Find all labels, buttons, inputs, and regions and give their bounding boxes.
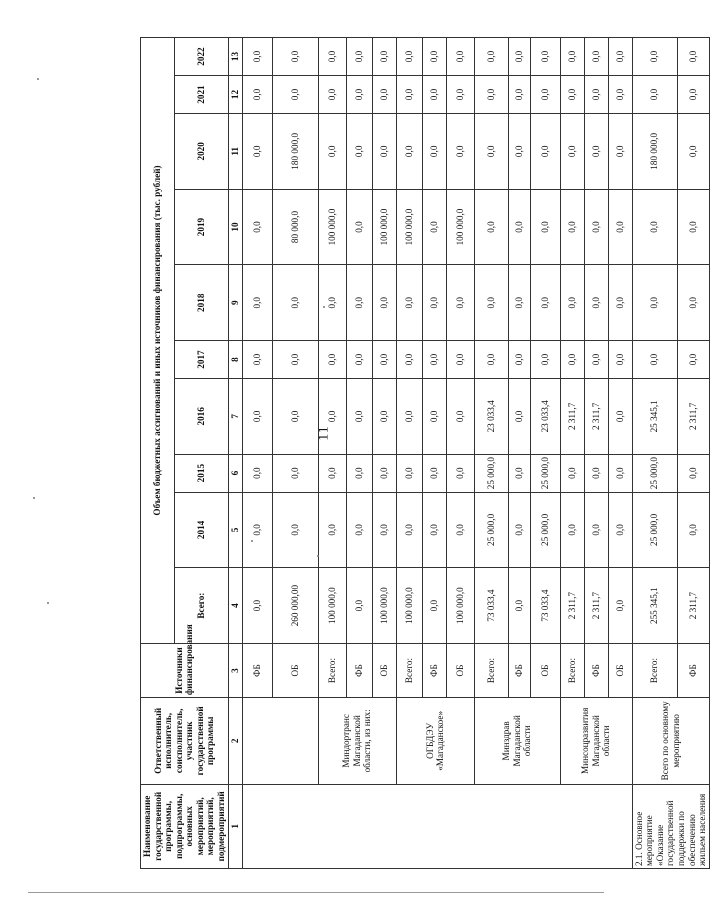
- header-col3: Источники финансирования: [141, 643, 229, 697]
- year-value-2014: 25 000,0: [474, 492, 508, 568]
- year-value-2020: 0,0: [508, 113, 530, 189]
- funding-source: Всего:: [632, 643, 677, 697]
- year-value-2014: 0,0: [446, 492, 474, 568]
- header-year-2018: 2018: [175, 265, 229, 341]
- year-value-2018: 0,0: [632, 265, 677, 341]
- header-funding-group: Объем бюджетных ассигнований и иных источников финансирования (тыс. рублей): [141, 38, 175, 644]
- year-value-2019: 80 000,0: [272, 189, 318, 265]
- total-value: 100 000,0: [318, 568, 346, 644]
- total-value: 0,0: [346, 568, 372, 644]
- year-value-2014: 0,0: [346, 492, 372, 568]
- year-value-2015: 25 000,0: [632, 454, 677, 492]
- year-value-2014: 0,0: [422, 492, 446, 568]
- year-value-2022: 0,0: [396, 38, 422, 76]
- year-value-2015: 0,0: [272, 454, 318, 492]
- year-value-2017: 0,0: [346, 341, 372, 379]
- scan-speck: [251, 540, 253, 542]
- table-row: [560, 38, 584, 869]
- year-value-2016: 25 345,1: [632, 378, 677, 454]
- year-value-2018: 0,0: [318, 265, 346, 341]
- year-value-2022: 0,0: [560, 38, 584, 76]
- column-number: 10: [228, 189, 242, 265]
- header-year-2017: 2017: [175, 341, 229, 379]
- year-value-2017: 0,0: [632, 341, 677, 379]
- funding-table: [140, 37, 710, 869]
- funding-source: ФБ: [242, 643, 272, 697]
- total-value: 100 000,0: [446, 568, 474, 644]
- column-number: 13: [228, 38, 242, 76]
- year-value-2022: 0,0: [422, 38, 446, 76]
- table-row: [474, 38, 508, 869]
- year-value-2015: 0,0: [318, 454, 346, 492]
- year-value-2019: 0,0: [474, 189, 508, 265]
- year-value-2016: 23 033,4: [530, 378, 560, 454]
- column-number: 6: [228, 454, 242, 492]
- year-value-2019: 100 000,0: [446, 189, 474, 265]
- funding-source: ОБ: [608, 643, 632, 697]
- year-value-2016: 0,0: [346, 378, 372, 454]
- year-value-2020: 0,0: [677, 113, 709, 189]
- page-number: 11: [316, 425, 332, 441]
- year-value-2022: 0,0: [530, 38, 560, 76]
- year-value-2017: 0,0: [422, 341, 446, 379]
- year-value-2016: 0,0: [422, 378, 446, 454]
- year-value-2020: 0,0: [396, 113, 422, 189]
- year-value-2017: 0,0: [318, 341, 346, 379]
- year-value-2021: 0,0: [446, 76, 474, 114]
- scan-speck: [317, 555, 319, 557]
- year-value-2018: 0,0: [560, 265, 584, 341]
- funding-source: Всего:: [318, 643, 346, 697]
- year-value-2015: 25 000,0: [474, 454, 508, 492]
- program-name-empty: [242, 784, 632, 868]
- executor-name: Миндортранс Магаданской области, из них:: [318, 698, 396, 785]
- total-value: 2 311,7: [677, 568, 709, 644]
- year-value-2014: 0,0: [396, 492, 422, 568]
- funding-source: ФБ: [508, 643, 530, 697]
- total-value: 0,0: [242, 568, 272, 644]
- year-value-2019: 0,0: [346, 189, 372, 265]
- year-value-2021: 0,0: [396, 76, 422, 114]
- year-value-2022: 0,0: [242, 38, 272, 76]
- year-value-2022: 0,0: [608, 38, 632, 76]
- year-value-2017: 0,0: [474, 341, 508, 379]
- total-value: 100 000,0: [396, 568, 422, 644]
- year-value-2018: 0,0: [242, 265, 272, 341]
- year-value-2020: 0,0: [242, 113, 272, 189]
- year-value-2021: 0,0: [474, 76, 508, 114]
- total-value: 2 311,7: [584, 568, 608, 644]
- total-value: 0,0: [508, 568, 530, 644]
- header-year-2021: 2021: [175, 76, 229, 114]
- year-value-2021: 0,0: [318, 76, 346, 114]
- year-value-2017: 0,0: [396, 341, 422, 379]
- year-value-2018: 0,0: [346, 265, 372, 341]
- year-value-2020: 0,0: [608, 113, 632, 189]
- total-value: 255 345,1: [632, 568, 677, 644]
- year-value-2022: 0,0: [584, 38, 608, 76]
- year-value-2015: 0,0: [396, 454, 422, 492]
- year-value-2015: 0,0: [584, 454, 608, 492]
- year-value-2016: 0,0: [508, 378, 530, 454]
- year-value-2015: 0,0: [372, 454, 396, 492]
- year-value-2015: 0,0: [508, 454, 530, 492]
- year-value-2019: 100 000,0: [318, 189, 346, 265]
- year-value-2017: 0,0: [372, 341, 396, 379]
- header-year-2016: 2016: [175, 378, 229, 454]
- scan-speck: [47, 602, 49, 604]
- year-value-2021: 0,0: [242, 76, 272, 114]
- header-col1: Наименование государственной программы, подпрограммы, основных мероприятий, мероприятий, подмероприятий: [141, 784, 229, 868]
- year-value-2018: 0,0: [530, 265, 560, 341]
- year-value-2015: 0,0: [346, 454, 372, 492]
- funding-source: Всего:: [474, 643, 508, 697]
- year-value-2021: 0,0: [346, 76, 372, 114]
- year-value-2018: 0,0: [584, 265, 608, 341]
- scan-speck: [33, 497, 35, 499]
- year-value-2022: 0,0: [446, 38, 474, 76]
- column-number: 9: [228, 265, 242, 341]
- year-value-2022: 0,0: [677, 38, 709, 76]
- year-value-2020: 180 000,0: [632, 113, 677, 189]
- year-value-2022: 0,0: [346, 38, 372, 76]
- year-value-2016: 0,0: [272, 378, 318, 454]
- funding-source: ФБ: [346, 643, 372, 697]
- year-value-2014: 0,0: [584, 492, 608, 568]
- year-value-2020: 0,0: [372, 113, 396, 189]
- header-year-2019: 2019: [175, 189, 229, 265]
- year-value-2018: 0,0: [396, 265, 422, 341]
- executor-name: Минздрав Магаданской области: [474, 698, 560, 785]
- header-total: Всего:: [175, 568, 229, 644]
- table-row: [318, 38, 346, 869]
- header-year-2022: 2022: [175, 38, 229, 76]
- year-value-2019: 0,0: [508, 189, 530, 265]
- year-value-2015: 0,0: [608, 454, 632, 492]
- column-number: 12: [228, 76, 242, 114]
- year-value-2017: 0,0: [584, 341, 608, 379]
- year-value-2014: 0,0: [677, 492, 709, 568]
- year-value-2022: 0,0: [474, 38, 508, 76]
- year-value-2020: 180 000,0: [272, 113, 318, 189]
- rotated-table-container: [140, 37, 708, 869]
- year-value-2021: 0,0: [584, 76, 608, 114]
- year-value-2020: 0,0: [560, 113, 584, 189]
- year-value-2018: 0,0: [372, 265, 396, 341]
- column-number: 1: [228, 784, 242, 868]
- year-value-2021: 0,0: [608, 76, 632, 114]
- year-value-2015: 0,0: [677, 454, 709, 492]
- column-number: 3: [228, 643, 242, 697]
- column-number: 4: [228, 568, 242, 644]
- year-value-2020: 0,0: [530, 113, 560, 189]
- funding-source: Всего:: [560, 643, 584, 697]
- year-value-2015: 25 000,0: [530, 454, 560, 492]
- year-value-2019: 0,0: [422, 189, 446, 265]
- year-value-2020: 0,0: [446, 113, 474, 189]
- year-value-2021: 0,0: [422, 76, 446, 114]
- year-value-2019: 0,0: [560, 189, 584, 265]
- year-value-2022: 0,0: [372, 38, 396, 76]
- year-value-2018: 0,0: [272, 265, 318, 341]
- year-value-2017: 0,0: [530, 341, 560, 379]
- year-value-2021: 0,0: [508, 76, 530, 114]
- year-value-2020: 0,0: [318, 113, 346, 189]
- year-value-2015: 0,0: [446, 454, 474, 492]
- year-value-2016: 2 311,7: [677, 378, 709, 454]
- year-value-2021: 0,0: [560, 76, 584, 114]
- year-value-2017: 0,0: [242, 341, 272, 379]
- column-number: 2: [228, 698, 242, 785]
- year-value-2017: 0,0: [508, 341, 530, 379]
- year-value-2021: 0,0: [677, 76, 709, 114]
- year-value-2017: 0,0: [272, 341, 318, 379]
- total-value: 260 000,00: [272, 568, 318, 644]
- executor-name: Минсоцразвития Магаданской области: [560, 698, 632, 785]
- total-value: 0,0: [608, 568, 632, 644]
- funding-source: ОБ: [372, 643, 396, 697]
- year-value-2016: 0,0: [396, 378, 422, 454]
- year-value-2018: 0,0: [608, 265, 632, 341]
- scan-speck: [37, 78, 39, 80]
- year-value-2016: 0,0: [608, 378, 632, 454]
- year-value-2018: 0,0: [446, 265, 474, 341]
- year-value-2019: 0,0: [530, 189, 560, 265]
- year-value-2019: 0,0: [632, 189, 677, 265]
- year-value-2018: 0,0: [474, 265, 508, 341]
- year-value-2019: 0,0: [584, 189, 608, 265]
- total-value: 73 033,4: [530, 568, 560, 644]
- year-value-2016: 0,0: [242, 378, 272, 454]
- year-value-2020: 0,0: [422, 113, 446, 189]
- year-value-2014: 25 000,0: [632, 492, 677, 568]
- funding-source: ОБ: [446, 643, 474, 697]
- total-value: 100 000,0: [372, 568, 396, 644]
- year-value-2014: 0,0: [560, 492, 584, 568]
- year-value-2022: 0,0: [508, 38, 530, 76]
- funding-source: Всего:: [396, 643, 422, 697]
- executor-empty: [242, 698, 318, 785]
- funding-source: ФБ: [677, 643, 709, 697]
- year-value-2017: 0,0: [677, 341, 709, 379]
- year-value-2016: 0,0: [318, 378, 346, 454]
- year-value-2021: 0,0: [272, 76, 318, 114]
- year-value-2018: 0,0: [422, 265, 446, 341]
- year-value-2022: 0,0: [318, 38, 346, 76]
- year-value-2014: 0,0: [608, 492, 632, 568]
- column-number: 11: [228, 113, 242, 189]
- year-value-2019: 0,0: [608, 189, 632, 265]
- year-value-2016: 23 033,4: [474, 378, 508, 454]
- total-value: 0,0: [422, 568, 446, 644]
- year-value-2017: 0,0: [608, 341, 632, 379]
- year-value-2020: 0,0: [346, 113, 372, 189]
- year-value-2019: 100 000,0: [396, 189, 422, 265]
- year-value-2021: 0,0: [372, 76, 396, 114]
- year-value-2021: 0,0: [632, 76, 677, 114]
- column-number: 8: [228, 341, 242, 379]
- measure-2-1-name: 2.1. Основное мероприятие «Оказание государственной поддержки по обеспечению жильем населения: [632, 784, 709, 868]
- year-value-2015: 0,0: [422, 454, 446, 492]
- funding-source: ОБ: [272, 643, 318, 697]
- funding-source: ФБ: [584, 643, 608, 697]
- year-value-2019: 100 000,0: [372, 189, 396, 265]
- year-value-2017: 0,0: [560, 341, 584, 379]
- column-number: 7: [228, 378, 242, 454]
- year-value-2014: 0,0: [242, 492, 272, 568]
- year-value-2020: 0,0: [474, 113, 508, 189]
- year-value-2014: 25 000,0: [530, 492, 560, 568]
- table-row: [242, 38, 272, 869]
- year-value-2016: 0,0: [446, 378, 474, 454]
- header-col2: Ответственный исполнитель, соисполнитель, участник государственной программы: [141, 698, 229, 785]
- year-value-2016: 2 311,7: [584, 378, 608, 454]
- year-value-2016: 0,0: [372, 378, 396, 454]
- executor-name: Всего по основному мероприятию: [632, 698, 709, 785]
- header-year-2015: 2015: [175, 454, 229, 492]
- year-value-2014: 0,0: [318, 492, 346, 568]
- year-value-2018: 0,0: [677, 265, 709, 341]
- table-row: [632, 38, 677, 869]
- year-value-2014: 0,0: [508, 492, 530, 568]
- funding-source: ОБ: [530, 643, 560, 697]
- year-value-2020: 0,0: [584, 113, 608, 189]
- year-value-2017: 0,0: [446, 341, 474, 379]
- funding-source: ФБ: [422, 643, 446, 697]
- year-value-2019: 0,0: [677, 189, 709, 265]
- executor-name: ОГБДЭУ «Магаданское»: [396, 698, 474, 785]
- year-value-2021: 0,0: [530, 76, 560, 114]
- header-year-2020: 2020: [175, 113, 229, 189]
- year-value-2014: 0,0: [372, 492, 396, 568]
- year-value-2022: 0,0: [272, 38, 318, 76]
- year-value-2015: 0,0: [242, 454, 272, 492]
- column-number: 5: [228, 492, 242, 568]
- header-year-2014: 2014: [175, 492, 229, 568]
- scan-edge-line: [28, 892, 604, 893]
- year-value-2019: 0,0: [242, 189, 272, 265]
- year-value-2015: 0,0: [560, 454, 584, 492]
- year-value-2014: 0,0: [272, 492, 318, 568]
- total-value: 2 311,7: [560, 568, 584, 644]
- year-value-2018: 0,0: [508, 265, 530, 341]
- year-value-2022: 0,0: [632, 38, 677, 76]
- scan-speck: [323, 306, 325, 308]
- year-value-2016: 2 311,7: [560, 378, 584, 454]
- table-row: [396, 38, 422, 869]
- total-value: 73 033,4: [474, 568, 508, 644]
